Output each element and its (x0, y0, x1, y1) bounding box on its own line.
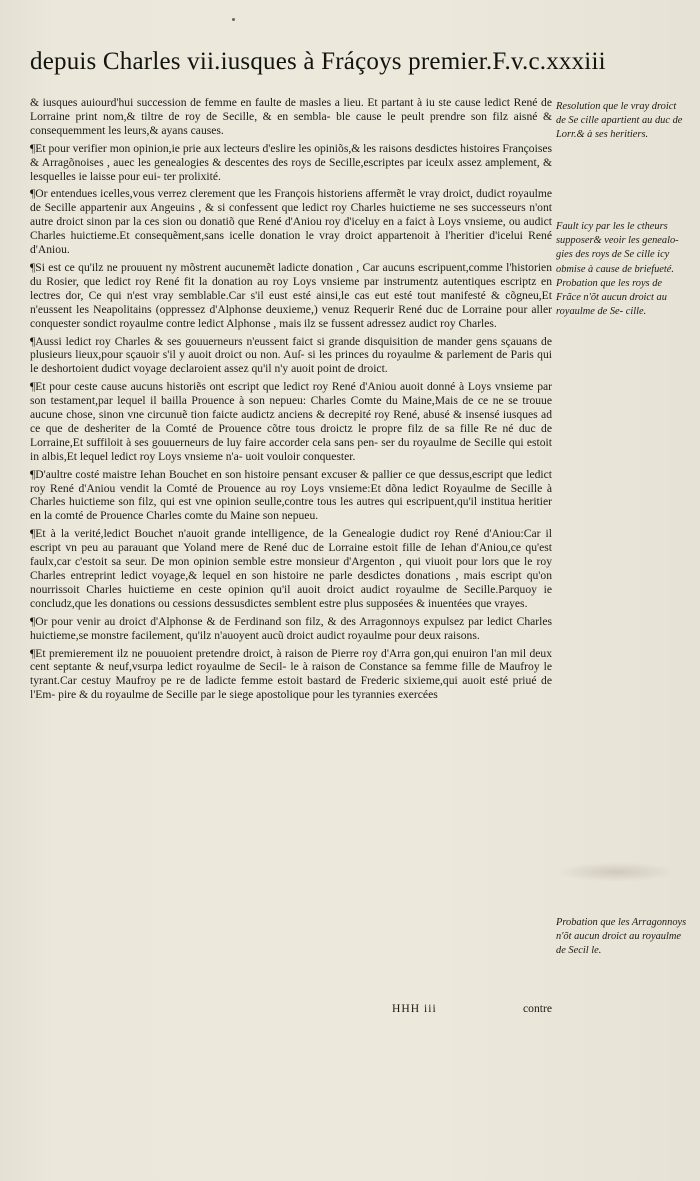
paragraph: ¶Aussi ledict roy Charles & ses gouuerneurs n'eussent faict si grande disquisition de mander gens sçauans de plusieurs lieux,pour sçauoir s'il y auoit droict ou non. Auſ- si les princes du royaulme & parlement de Paris qui le deshortoient dudict voyage declaroient assez qu'il n'y auoit point de droict. (30, 334, 552, 376)
paragraph: ¶Et pour ceste cause aucuns historiẽs ont escript que ledict roy René d'Aniou auoit donné à Loys vnsieme par son testament,par lequel il bailla Prouence à son nepueu: Charles Comte du Maine,Mais de ce ne se trouue aucune chose, sinon vne circunuẽ tion faicte audictz anciens & decrepité roy René, abusé & insensé iusques ad ce que de desheriter de la Comté de Prouence cõtre tous droictz le propre filz de sa fille Re né duc de Lorraine,Et suffiloit à ses gouuerneurs de luy faire accorder cela sans pen- ser du royaulme de Secille qui estoit in albis,Et lequel ledict roy Loys vnsieme n'a- uoit vouloir conquester. (30, 380, 552, 463)
paragraph: ¶D'aultre costé maistre Iehan Bouchet en son histoire pensant excuser & pallier ce que dessus,escript que ledict roy René d'Aniou vendit la Comté de Prouence au roy Loys vnsieme:Et dõna ledict Royaulme de Secille à Charles huictieme son filz, qui est vne opinion seulle,contre tous les autres qui escripuent,qu'il institua heritier en la comté de Prouence Charles comte du Maine son nepueu. (30, 467, 552, 523)
faded-marginalia-smudge (556, 862, 676, 882)
running-header: depuis Charles vii.iusques à Fráçoys premier.F.v.c.xxxiii (30, 48, 606, 75)
paragraph: ¶Et premierement ilz ne pouuoient pretendre droict, à raison de Pierre roy d'Arra gon,qui enuiron l'an mil deux cent septante & neuf,vsurpa ledict royaulme de Secil- le à raison de Constance sa femme fille de Maufroy le tyrant.Car cestuy Maufroy pe re de ladicte femme estoit bastard de Frederic sixieme,qui auoit esté priué de l'Em- pire & du royaulme de Secille par le siege apostolique pour les tyrannies exercées (30, 646, 552, 702)
margin-note: Fault icy par les le ctheurs supposer& veoir les genealo- gies des roys de Se cille icy obmise à cause de briefueté. Probation que les roys de Frãce n'õt aucun droict au royaulme de Se- cille. (556, 221, 679, 318)
paragraph: ¶Et à la verité,ledict Bouchet n'auoit grande intelligence, de la Genealogie dudict roy René d'Aniou:Car il escript vn peu au parauant que Yoland mere de René duc de Lorraine estoit fille de Iehan d'Aniou,ce qu'est faulx,car c'estoit sa seur. De mon opinion semble estre monsieur d'Argenton , qui viuoit pour lors que le roy Charles entreprint ledict voyage,& lequel en son histoire ne parle desdictes donations , mais escript qu'on nourrissoit Charles huictieme en ceste opinion qu'il auoit droict audict royaulme de Secille.Parquoy ie concludz,que les donations ou cessions dessusdictes semblent estre plus supposées & inuentées que vrayes. (30, 527, 552, 610)
margin-note: Resolution que le vray droict de Se cille apartient au duc de Lorr.& à ses heritiers. (556, 101, 683, 141)
margin-note: Probation que les Arragonnoys n'õt aucun droict au royaulme de Secil le. (556, 917, 687, 957)
catchword: contre (523, 1002, 552, 1015)
paragraph: ¶Or pour venir au droict d'Alphonse & de Ferdinand son filz, & des Arragonnoys expulsez par ledict Charles huictieme,se monstre facilement, qu'ilz n'auoyent aucũ droict audict royaulme pour deux raisons. (30, 614, 552, 642)
signature-mark: HHH iii (392, 1002, 437, 1015)
paragraph: ¶Or entendues icelles,vous verrez clerement que les François historiens affermẽt le vray droict, dudict royaulme de Secille appartenir aux Angeuins , & si confessent que ledict roy Charles huictieme ne ses successeurs n'ont autre droict sinon par la ces sion ou donatiõ que René d'Aniou roy d'iceluy en a faict à Loys vnsieme, ou audict Charles huictieme.Et consequẽment,sans icelle donation le vray droict appartenoit à l'heritier d'icelui René d'Aniou. (30, 187, 552, 257)
page-footer (30, 1002, 552, 1018)
main-text-column (30, 96, 552, 706)
paragraph: & iusques auiourd'hui succession de femme en faulte de masles a lieu. Et partant à iu ste cause ledict René de Lorraine print nom,& tiltre de roy de Secille, & en sembla- ble cause le peult prendre son filz aisné & consequemment les leurs,& ayans causes. (30, 96, 552, 137)
paragraph: ¶Et pour verifier mon opinion,ie prie aux lecteurs d'eslire les opiniõs,& les raisons desdictes histoires Françoises & Arragõnoises , auec les genealogies & descentes des roys de Secille,escriptes par iceulx assez amplement, & lesquelles ie laisse pour eui- ter prolixité. (30, 141, 552, 183)
ink-speck (232, 18, 235, 21)
paragraph: ¶Si est ce qu'ilz ne prouuent ny mõstrent aucunemẽt ladicte donation , Car aucuns escripuent,comme l'historien du Rosier, que ledict roy René fit la donation au roy Loys vnsieme par instrumentz autentiques escriptz en lectres dor, Ce qui n'est vray semblable.Car s'il eust esté ainsi,le cas eut esté tout manifesté & cõgneu,Et n'eussent les Neapolitains (oppressez d'Alphonse deuxieme,) venuz Requerir René duc de Lorraine pour aller conquester sondict royaulme contre ledict Alphonse , mais ilz se fussent adressez audict roy Charles. (30, 260, 552, 330)
